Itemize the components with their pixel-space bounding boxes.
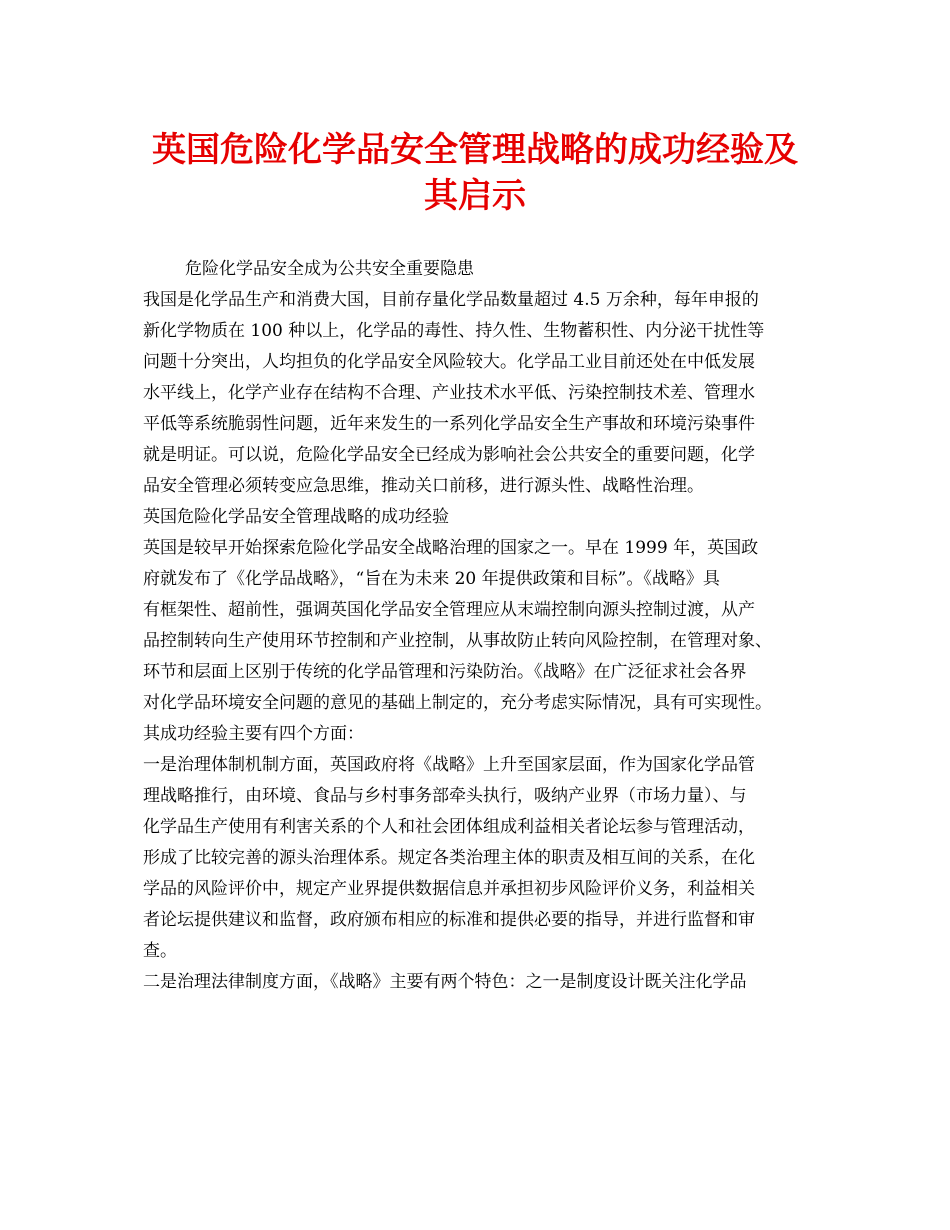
paragraph-line: 对化学品环境安全问题的意见的基础上制定的，充分考虑实际情况，具有可实现性。 [143,693,772,713]
title-line: 其启示 [424,176,526,216]
paragraph-line: 形成了比较完善的源头治理体系。规定各类治理主体的职责及相互间的关系，在化 [143,848,755,868]
paragraph-line: 新化学物质在 100 种以上，化学品的毒性、持久性、生物蓄积性、内分泌干扰性等 [143,321,765,341]
paragraph-line: 平低等系统脆弱性问题，近年来发生的一系列化学品安全生产事故和环境污染事件 [143,414,755,434]
paragraph-line: 有框架性、超前性，强调英国化学品安全管理应从末端控制向源头控制过渡，从产 [143,600,755,620]
paragraph-line: 问题十分突出，人均担负的化学品安全风险较大。化学品工业目前还处在中低发展 [143,352,755,372]
paragraph-line: 环节和层面上区别于传统的化学品管理和污染防治。《战略》在广泛征求社会各界 [143,662,747,682]
paragraph-line: 府就发布了《化学品战略》，“旨在为未来 20 年提供政策和目标”。《战略》具 [143,569,720,589]
paragraph-line: 二是治理法律制度方面，《战略》主要有两个特色：之一是制度设计既关注化学品 [143,972,747,992]
paragraph-line: 查。 [143,941,177,961]
paragraph-line: 就是明证。可以说，危险化学品安全已经成为影响社会公共安全的重要问题，化学 [143,445,755,465]
paragraph-line: 我国是化学品生产和消费大国，目前存量化学品数量超过 4.5 万余种，每年申报的 [143,290,759,310]
paragraph-line: 品控制转向生产使用环节控制和产业控制，从事故防止转向风险控制，在管理对象、 [143,631,772,651]
document-body [143,254,823,998]
title-line: 英国危险化学品安全管理战略的成功经验及 [152,130,798,170]
paragraph-line: 者论坛提供建议和监督，政府颁布相应的标准和提供必要的指导，并进行监督和审 [143,910,755,930]
paragraph-line: 一是治理体制机制方面，英国政府将《战略》上升至国家层面，作为国家化学品管 [143,755,755,775]
section-heading: 危险化学品安全成为公共安全重要隐患 [185,259,474,279]
paragraph-line: 化学品生产使用有利害关系的个人和社会团体组成利益相关者论坛参与管理活动， [143,817,755,837]
section-heading: 英国危险化学品安全管理战略的成功经验 [143,507,449,527]
paragraph-line: 学品的风险评价中，规定产业界提供数据信息并承担初步风险评价义务，利益相关 [143,879,755,899]
paragraph-line: 理战略推行，由环境、食品与乡村事务部牵头执行，吸纳产业界（市场力量）、与 [143,786,747,806]
paragraph-line: 品安全管理必须转变应急思维，推动关口前移，进行源头性、战略性治理。 [143,476,704,496]
paragraph-line: 其成功经验主要有四个方面： [143,724,364,744]
paragraph-line: 英国是较早开始探索危险化学品安全战略治理的国家之一。早在 1999 年，英国政 [143,538,759,558]
paragraph-line: 水平线上，化学产业存在结构不合理、产业技术水平低、污染控制技术差、管理水 [143,383,755,403]
document-title [100,127,850,219]
